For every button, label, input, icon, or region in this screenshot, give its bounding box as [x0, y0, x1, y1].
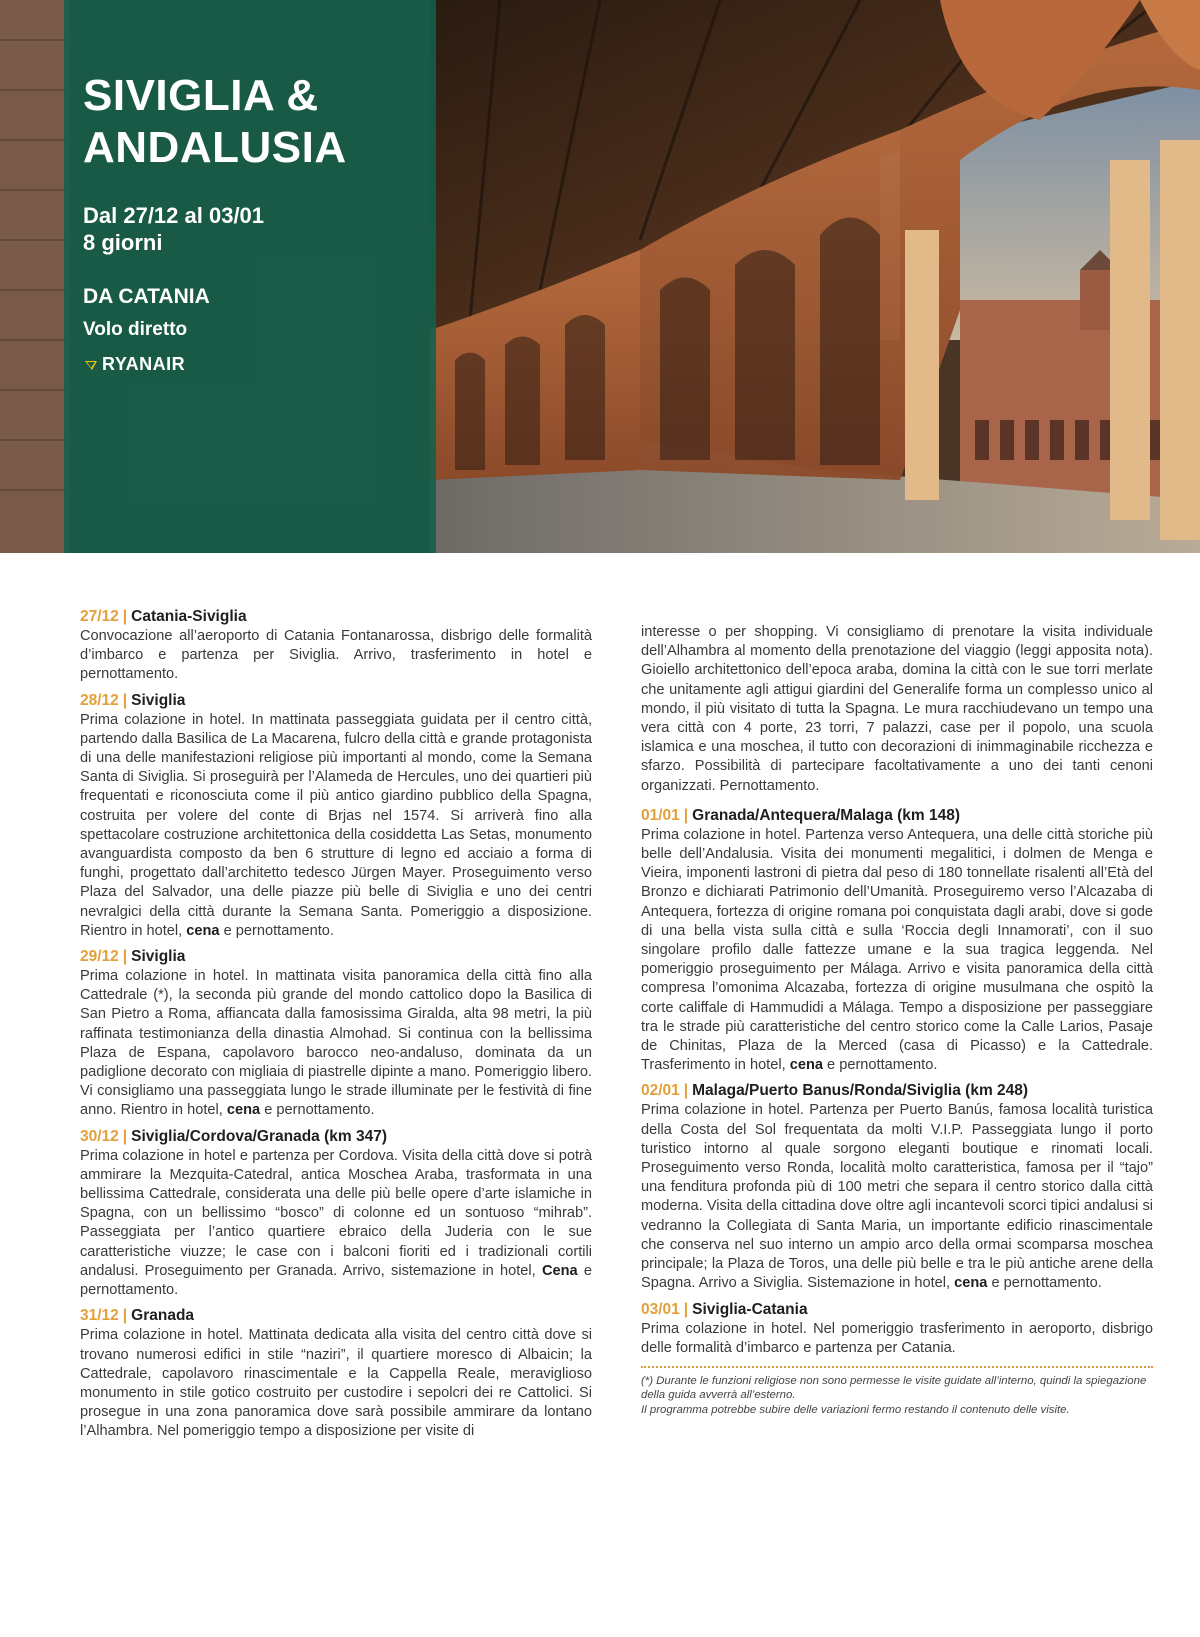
day-place: Granada/Antequera/Malaga (km 148) [692, 806, 961, 824]
day-text: Prima colazione in hotel. In mattinata visita panoramica della città fino alla Cattedrale (*), la seconda più grande del mondo cattolico dopo la Basilica di San Pietro a Roma, affiancata dalla famosissima Giralda, alta 98 metri, la più raffinata testimonianza della dinastia Almohad. Si continua con la bellissima Plaza de Espana, capolavoro barocco neo-andaluso, dominata da un padiglione decorato con migliaia di piastrelle dipinte a mano. Pomeriggio libero. Vi consigliamo una passeggiata lungo le strade illuminate per le festività di fine anno. Rientro in hotel, [80, 968, 592, 1119]
itinerary-left-column [80, 607, 592, 1448]
footnote: (*) Durante le funzioni religiose non sono permesse le visite guidate all’interno, quindi la spiegazione della guida avverrà all’esterno. [641, 1374, 1147, 1401]
day-separator: | [122, 1307, 128, 1325]
day-description [80, 1326, 592, 1441]
day-heading [641, 1081, 1153, 1101]
day-date: 28/12 [80, 691, 119, 709]
day-text: Prima colazione in hotel. Nel pomeriggio trasferimento in aeroporto, disbrigo delle formalità d’imbarco e partenza per Catania. [641, 1320, 1153, 1356]
day-heading [80, 1306, 592, 1326]
day-separator: | [122, 691, 128, 709]
continuation-text: interesse o per shopping. Vi consigliamo di prenotare la visita individuale dell’Alhambra al momento della prenotazione del viaggio (leggi apposita nota). Gioiello architettonico dell’epoca araba, domina la città con le sue torri merlate che unitamente agli attigui giardini del Generalife forma un complesso unico al mondo, il più visitato di tutta la Spagna. Le mura racchiudevano un tempo una vera città con 4 porte, 23 torri, 7 palazzi, case per il popolo, una scuola islamica e una moschea, il tutto con decorazioni di inimmaginabile ricchezza e sfarzo. Possibilità di partecipare facoltativamente a uno dei tanti cenoni organizzati. Pernottamento. [641, 624, 1153, 794]
airline-name: RYANAIR [102, 354, 186, 374]
day-date: 29/12 [80, 948, 119, 966]
day-bold-word: cena [789, 1057, 823, 1074]
day-text: Prima colazione in hotel e partenza per Cordova. Visita della città dove si potrà ammirare la Mezquita-Catedral, antica Moschea Araba, trasformata in una bellissima Cattedrale, considerata una delle più belle opere d’arte islamiche in Spagna, con un bellissimo “bosco” di colonne ed un sontuoso “mihrab”. Passeggiata per l’antico quartiere ebraico della Juderia con le sue caratteristiche viuzze; le case con i balconi fioriti ed i tradizionali cortili andalusi. Proseguimento per Granada. Arrivo, sistemazione in hotel, [80, 1147, 592, 1279]
trip-dates-block [83, 202, 347, 256]
day-tail: e pernottamento. [223, 922, 334, 939]
day-tail: e pernottamento. [264, 1102, 375, 1119]
notes-divider [641, 1366, 1153, 1368]
day-description [80, 967, 592, 1121]
itinerary-right-column [641, 623, 1153, 1418]
trip-dates: Dal 27/12 al 03/01 [83, 203, 265, 228]
day-text: Prima colazione in hotel. In mattinata passeggiata guidata per il centro città, partendo dalla Basilica de La Macarena, fulcro della città e grande protagonista di una delle manifestazioni religiose più importanti al mondo, come la Semana Santa di Siviglia. Si proseguirà per l’Alameda de Hercules, uno dei quartieri più frequentati e riconosciuta come il più antico giardino pubblico della Spagna, costruita per volere del conte di Brjas nel 1574. Si arriverà fino alla spettacolare costruzione architettonica della cosiddetta Las Setas, monumento avanguardista composto da ben 6 strutture di legno ed acciaio a forma di funghi, progettato dall’architetto tedesco Jürgen Mayer. Proseguimento verso Plaza del Salvador, una delle piazze più belle di Siviglia e uno dei centri nevralgici della città durante la Semana Santa. Pomeriggio a disposizione. Rientro in hotel, [80, 711, 592, 939]
day-place: Siviglia [131, 691, 186, 709]
hero-text-block [83, 70, 347, 375]
day-separator: | [122, 948, 128, 966]
day-entry [80, 1127, 592, 1301]
day-separator: | [683, 806, 689, 824]
day-heading [641, 806, 1153, 826]
day-date: 30/12 [80, 1127, 119, 1145]
day-date: 31/12 [80, 1307, 119, 1325]
day-entry [641, 1081, 1153, 1293]
day-place: Siviglia/Cordova/Granada (km 347) [131, 1127, 387, 1145]
day-bold-word: cena [186, 922, 220, 939]
day-heading [80, 947, 592, 967]
day-heading [641, 1300, 1153, 1320]
day-place: Catania-Siviglia [131, 608, 247, 625]
day-heading [80, 607, 592, 627]
day-separator: | [122, 1127, 128, 1145]
day-separator: | [683, 1082, 689, 1100]
day-entry [641, 806, 1153, 1076]
day-entry [641, 1300, 1153, 1358]
trip-duration: 8 giorni [83, 230, 163, 255]
day-bold-word: Cena [541, 1262, 578, 1279]
day-separator: | [683, 1300, 689, 1318]
day-description [641, 826, 1153, 1076]
footnote: Il programma potrebbe subire delle variazioni fermo restando il contenuto delle visite. [641, 1403, 1070, 1416]
day-description [80, 711, 592, 941]
day-text: Prima colazione in hotel. Partenza per Puerto Banús, famosa località turistica della Costa del Sol frequentata da molti V.I.P. Passeggiata lungo il porto turistico intorno al quale sorgono eleganti boutique e rinomati locali. Proseguimento verso Ronda, località molto caratteristica, famosa per il “tajo” una fenditura profonda più di 100 metri che separa il centro storico dalla città moderna. Visita della cittadina dove oltre agli incantevoli scorci tipici andalusi si vedranno la Collegiata di Santa Maria, un importante edificio rinascimentale che conserva nel suo interno un ampio arco della ormai scomparsa moschea principale; la Plaza de Toros, una delle più belle e tra le più antiche arene della Spagna. Arrivo a Siviglia. Sistemazione in hotel, [641, 1102, 1153, 1292]
day-date: 27/12 [80, 608, 119, 625]
title-line-2: ANDALUSIA [83, 123, 347, 172]
departure-city: DA CATANIA [83, 285, 210, 308]
day-place: Siviglia [131, 948, 186, 966]
title-line-1: SIVIGLIA & [83, 71, 319, 120]
day-entry [80, 947, 592, 1121]
day-text: Convocazione all’aeroporto di Catania Fontanarossa, disbrigo delle formalità d’imbarco e partenza per Siviglia. Arrivo, trasferimento in hotel e pernottamento. [80, 628, 592, 683]
day-date: 01/01 [641, 806, 680, 824]
day-heading [80, 691, 592, 711]
page-title [83, 70, 347, 174]
day-description [80, 627, 592, 685]
day-entry [80, 691, 592, 941]
day-tail: e pernottamento. [827, 1057, 938, 1074]
hero-banner [0, 0, 1200, 553]
itinerary-section [0, 553, 1200, 1637]
day-description [641, 1101, 1153, 1293]
day-text: Prima colazione in hotel. Partenza verso Antequera, una delle città storiche più belle dell’Andalusia. Visita dei monumenti megalitici, i dolmen de Menga e Vieira, imponenti lastroni di pietra dal peso di 180 tonnellate risalenti all’Età del Bronzo e dichiarati Patrimonio dell’Umanità. Proseguiremo verso l’Alcazaba di Antequera, fortezza di origine romana poi conquistata dagli arabi, dove si gode di una bella vista sulla città e sulla ‘Roccia degli Innamorati’, con il suo singolare profilo dalle fattezze umane e la sua tragica leggenda. Nel pomeriggio proseguimento per Málaga. Arrivo e visita panoramica della città compresa l’omonima Alcazaba, fortezza di origine musulmana che ospitò la corte califfale di Hammudidi a Málaga. Tempo a disposizione per passeggiare tra le strade più caratteristiche del centro storico come la Calle Larios, Pasaje de Chinitas, Plaza de la Merced (casa di Picasso) e la Cattedrale. Trasferimento in hotel, [641, 826, 1153, 1074]
day-description [641, 1320, 1153, 1358]
day-place: Granada [131, 1307, 195, 1325]
harp-icon [83, 357, 99, 373]
day-separator: | [122, 608, 128, 625]
day-heading [80, 1127, 592, 1147]
day-place: Siviglia-Catania [692, 1300, 808, 1318]
day-bold-word: cena [226, 1102, 261, 1119]
flight-type: Volo diretto [83, 319, 188, 340]
day-description [80, 1147, 592, 1301]
day-tail: e pernottamento. [991, 1275, 1102, 1292]
day-entry [80, 1306, 592, 1441]
day-bold-word: cena [954, 1275, 988, 1292]
day-date: 02/01 [641, 1082, 680, 1100]
airline-logo [83, 354, 347, 375]
day-place: Malaga/Puerto Banus/Ronda/Siviglia (km 248) [692, 1082, 1029, 1100]
day-entry [80, 607, 592, 685]
day-date: 03/01 [641, 1300, 680, 1318]
day-text: Prima colazione in hotel. Mattinata dedicata alla visita del centro città dove si trovano numerosi edifici in stile “naziri”, il quartiere moresco di Albaicin; la Cattedrale, capolavoro rinascimentale e la Cappella Reale, meraviglioso monumento in stile gotico costruito per custodire i sepolcri dei re Cattolici. Si prosegue in una zona panoramica dove sarà possibile ammirare da lontano l’Alhambra. Nel pomeriggio tempo a disposizione per visite di [80, 1327, 592, 1440]
day-tail: e pernottamento. [80, 1262, 592, 1299]
